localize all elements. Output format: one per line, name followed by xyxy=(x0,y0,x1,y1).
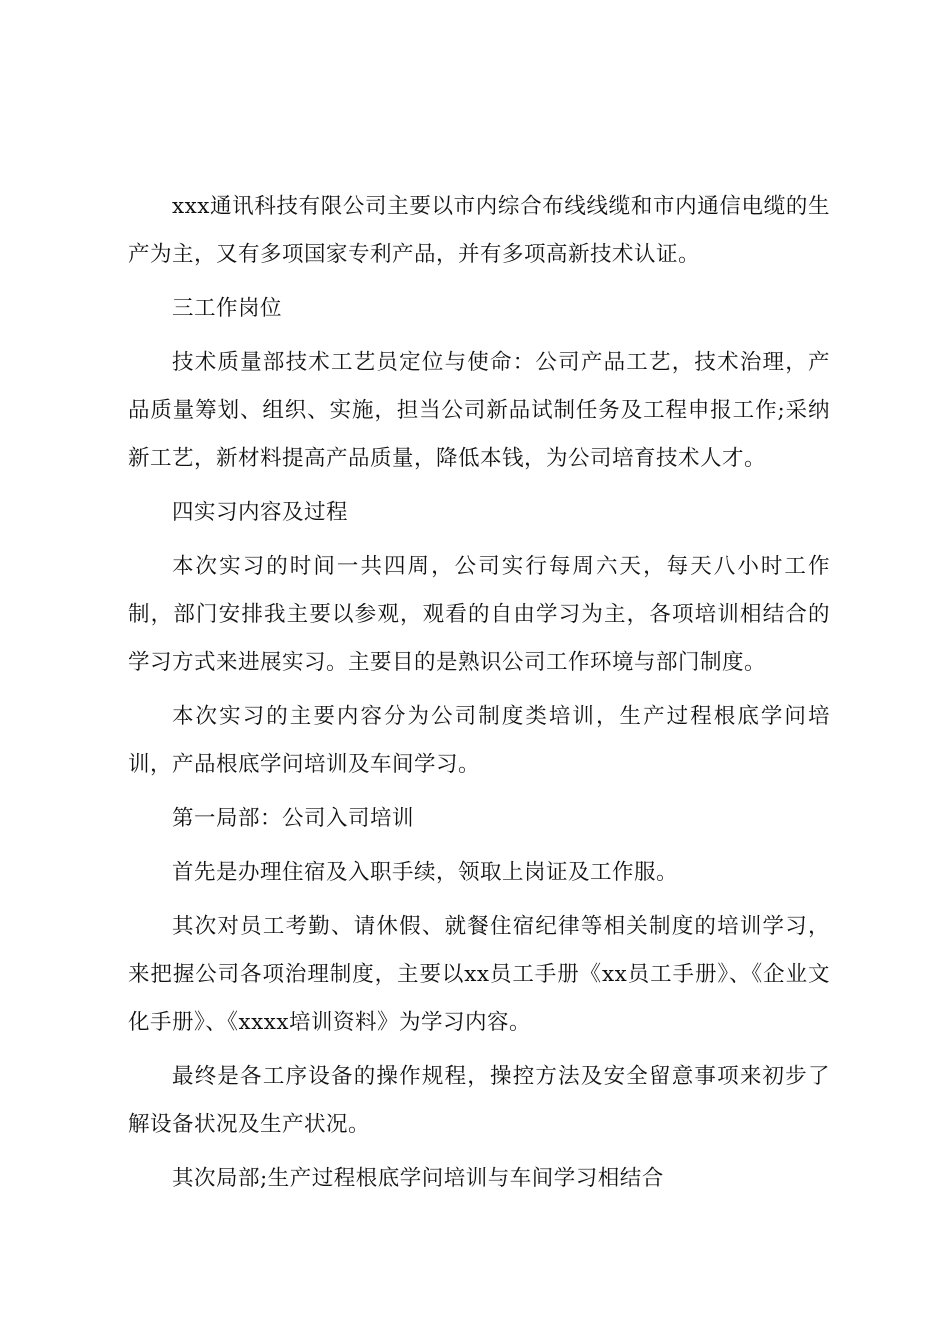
paragraph-internship-schedule: 本次实习的时间一共四周，公司实行每周六天，每天八小时工作制，部门安排我主要以参观，观看的自由学习为主，各项培训相结合的学习方式来进展实习。主要目的是熟识公司工作环境与部门制度。 xyxy=(128,554,830,675)
paragraph-onboarding: 首先是办理住宿及入职手续，领取上岗证及工作服。 xyxy=(172,860,679,885)
paragraph-policy-training: 其次对员工考勤、请休假、就餐住宿纪律等相关制度的培训学习，来把握公司各项治理制度，主要以xx员工手册《xx员工手册》、《企业文化手册》、《xxxx培训资料》为学习内容。 xyxy=(128,914,830,1035)
paragraph-internship-main-content: 本次实习的主要内容分为公司制度类培训，生产过程根底学问培训，产品根底学问培训及车间学习。 xyxy=(128,704,830,777)
section-heading-internship-content: 四实习内容及过程 xyxy=(172,500,349,525)
paragraph-company-intro: xxx通讯科技有限公司主要以市内综合布线线缆和市内通信电缆的生产为主，又有多项国家专利产品，并有多项高新技术认证。 xyxy=(128,194,830,267)
section-heading-part-two: 其次局部;生产过程根底学问培训与车间学习相结合 xyxy=(172,1166,664,1191)
document-body xyxy=(128,183,830,1209)
section-heading-job-position: 三工作岗位 xyxy=(172,296,283,321)
paragraph-equipment-rules: 最终是各工序设备的操作规程，操控方法及安全留意事项来初步了解设备状况及生产状况。 xyxy=(128,1064,830,1137)
paragraph-job-mission: 技术质量部技术工艺员定位与使命：公司产品工艺，技术治理，产品质量筹划、组织、实施，担当公司新品试制任务及工程申报工作;采纳新工艺，新材料提高产品质量，降低本钱，为公司培育技术人才。 xyxy=(128,350,830,471)
section-heading-part-one: 第一局部：公司入司培训 xyxy=(172,806,415,831)
